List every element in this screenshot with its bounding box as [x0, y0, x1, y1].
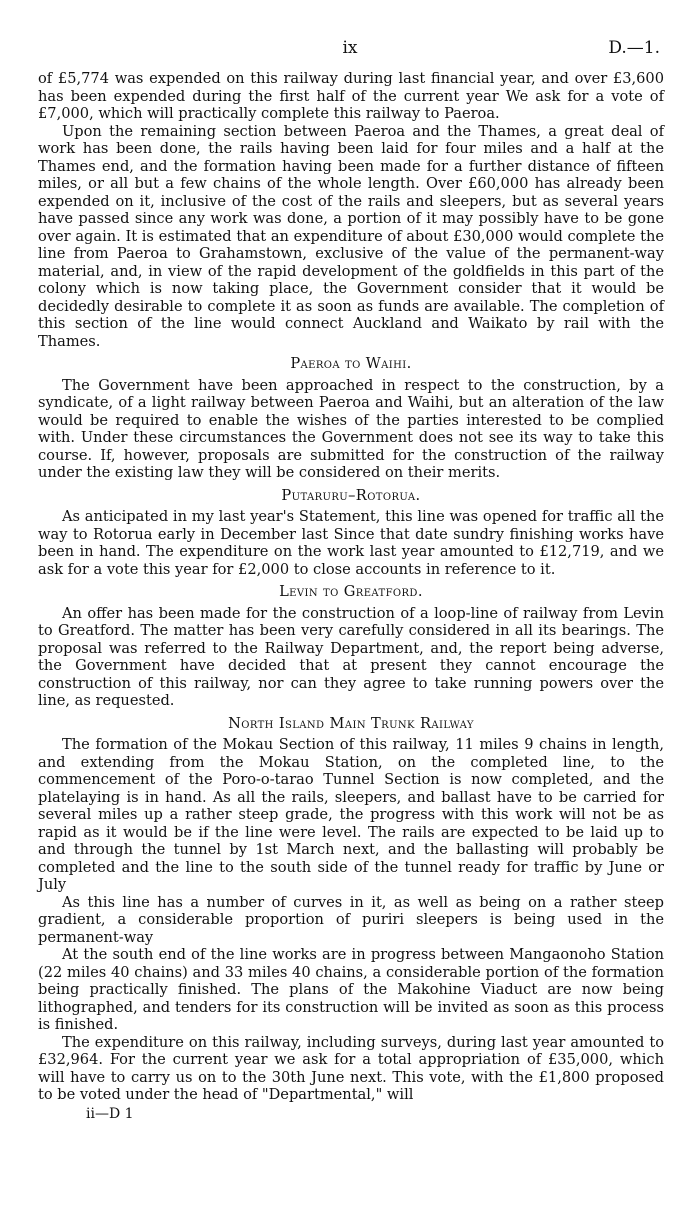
body-text: [38, 70, 664, 1123]
paragraph: The Government have been approached in respect to the construction, by a syndicate, of a light railway between Paeroa and Waihi, but an alteration of the law would be required to enable the wishes of the parties interested to be complied with. Under these circumstances the Government does not see its way to take this course. If, however, proposals are submitted for the construction of the railway under the existing law they will be considered on their merits.: [38, 376, 664, 481]
section-heading-putaruru-rotorua: Putaruru–Rotorua.: [281, 486, 421, 504]
paragraph: The formation of the Mokau Section of this railway, 11 miles 9 chains in length, and extending from the Mokau Station, on the completed line, to the commencement of the Poro-o-tarao Tunnel Section is now completed, and the platelaying is in hand. As all the rails, sleepers, and ballast have to be carried for several miles up a rather steep grade, the progress with this work will not be as rapid as it would be if the line were level. The rails are expected to be laid up to and through the tunnel by 1st March next, and the ballasting will probably be completed and the line to the south side of the tunnel ready for traffic by June or July: [38, 736, 664, 893]
paragraph: At the south end of the line works are in progress between Mangaonoho Station (22 miles 40 chains) and 33 miles 40 chains, a considerable portion of the formation being practically finished. The plans of the Makohine Viaduct are now being lithographed, and tenders for its construction will be invited as soon as this process is finished.: [38, 946, 664, 1033]
page-header: [0, 38, 700, 64]
section-heading-levin-greatford: Levin to Greatford.: [279, 583, 423, 600]
document-reference: D.—1.: [608, 38, 660, 58]
paragraph: of £5,774 was expended on this railway during last financial year, and over £3,600 has been expended during the first half of the current year We ask for a vote of £7,000, which will practically complete this railway to Paeroa.: [38, 70, 664, 122]
paragraph: As anticipated in my last year's Statement, this line was opened for traffic all the way to Rotorua early in December last Since that date sundry finishing works have been in hand. The expenditure on the work last year amounted to £12,719, and we ask for a vote this year for £2,000 to close accounts in reference to it.: [38, 508, 664, 578]
printer-signature: ii—D 1: [86, 1105, 134, 1122]
paragraph: Upon the remaining section between Paeroa and the Thames, a great deal of work has been done, the rails having been laid for four miles and a half at the Thames end, and the formation having been made for a further distance of fifteen miles, or all but a few chains of the whole length. Over £60,000 has already been expended on it, inclusive of the cost of the rails and sleepers, but as several years have passed since any work was done, a portion of it may possibly have to be gone over again. It is estimated that an expenditure of about £30,000 would complete the line from Paeroa to Grahamstown, exclusive of the value of the permanent-way material, and, in view of the rapid development of the goldfields in this part of the colony which is now taking place, the Government consider that it would be decidedly desirable to complete it as soon as funds are available. The completion of this section of the line would connect Auckland and Waikato by rail with the Thames.: [38, 122, 664, 350]
section-heading-paeroa-waihi: Paeroa to Waihi.: [290, 355, 412, 372]
paragraph: As this line has a number of curves in it, as well as being on a rather steep gradient, a considerable proportion of puriri sleepers is being used in the permanent-way: [38, 893, 664, 946]
page-number: ix: [342, 38, 358, 58]
paragraph: The expenditure on this railway, including surveys, during last year amounted to £32,964. For the current year we ask for a total appropriation of £35,000, which will have to carry us on to the 30th June next. This vote, with the £1,800 proposed to be voted under the head of "Departmental," will: [38, 1033, 664, 1103]
section-heading-main-trunk: North Island Main Trunk Railway: [228, 714, 474, 732]
paragraph: An offer has been made for the construction of a loop-line of railway from Levin to Greatford. The matter has been very carefully considered in all its bearings. The proposal was referred to the Railway Department, and, the report being adverse, the Government have decided that at present they cannot encourage the construction of this railway, nor can they agree to take running powers over the line, as requested.: [38, 604, 664, 709]
